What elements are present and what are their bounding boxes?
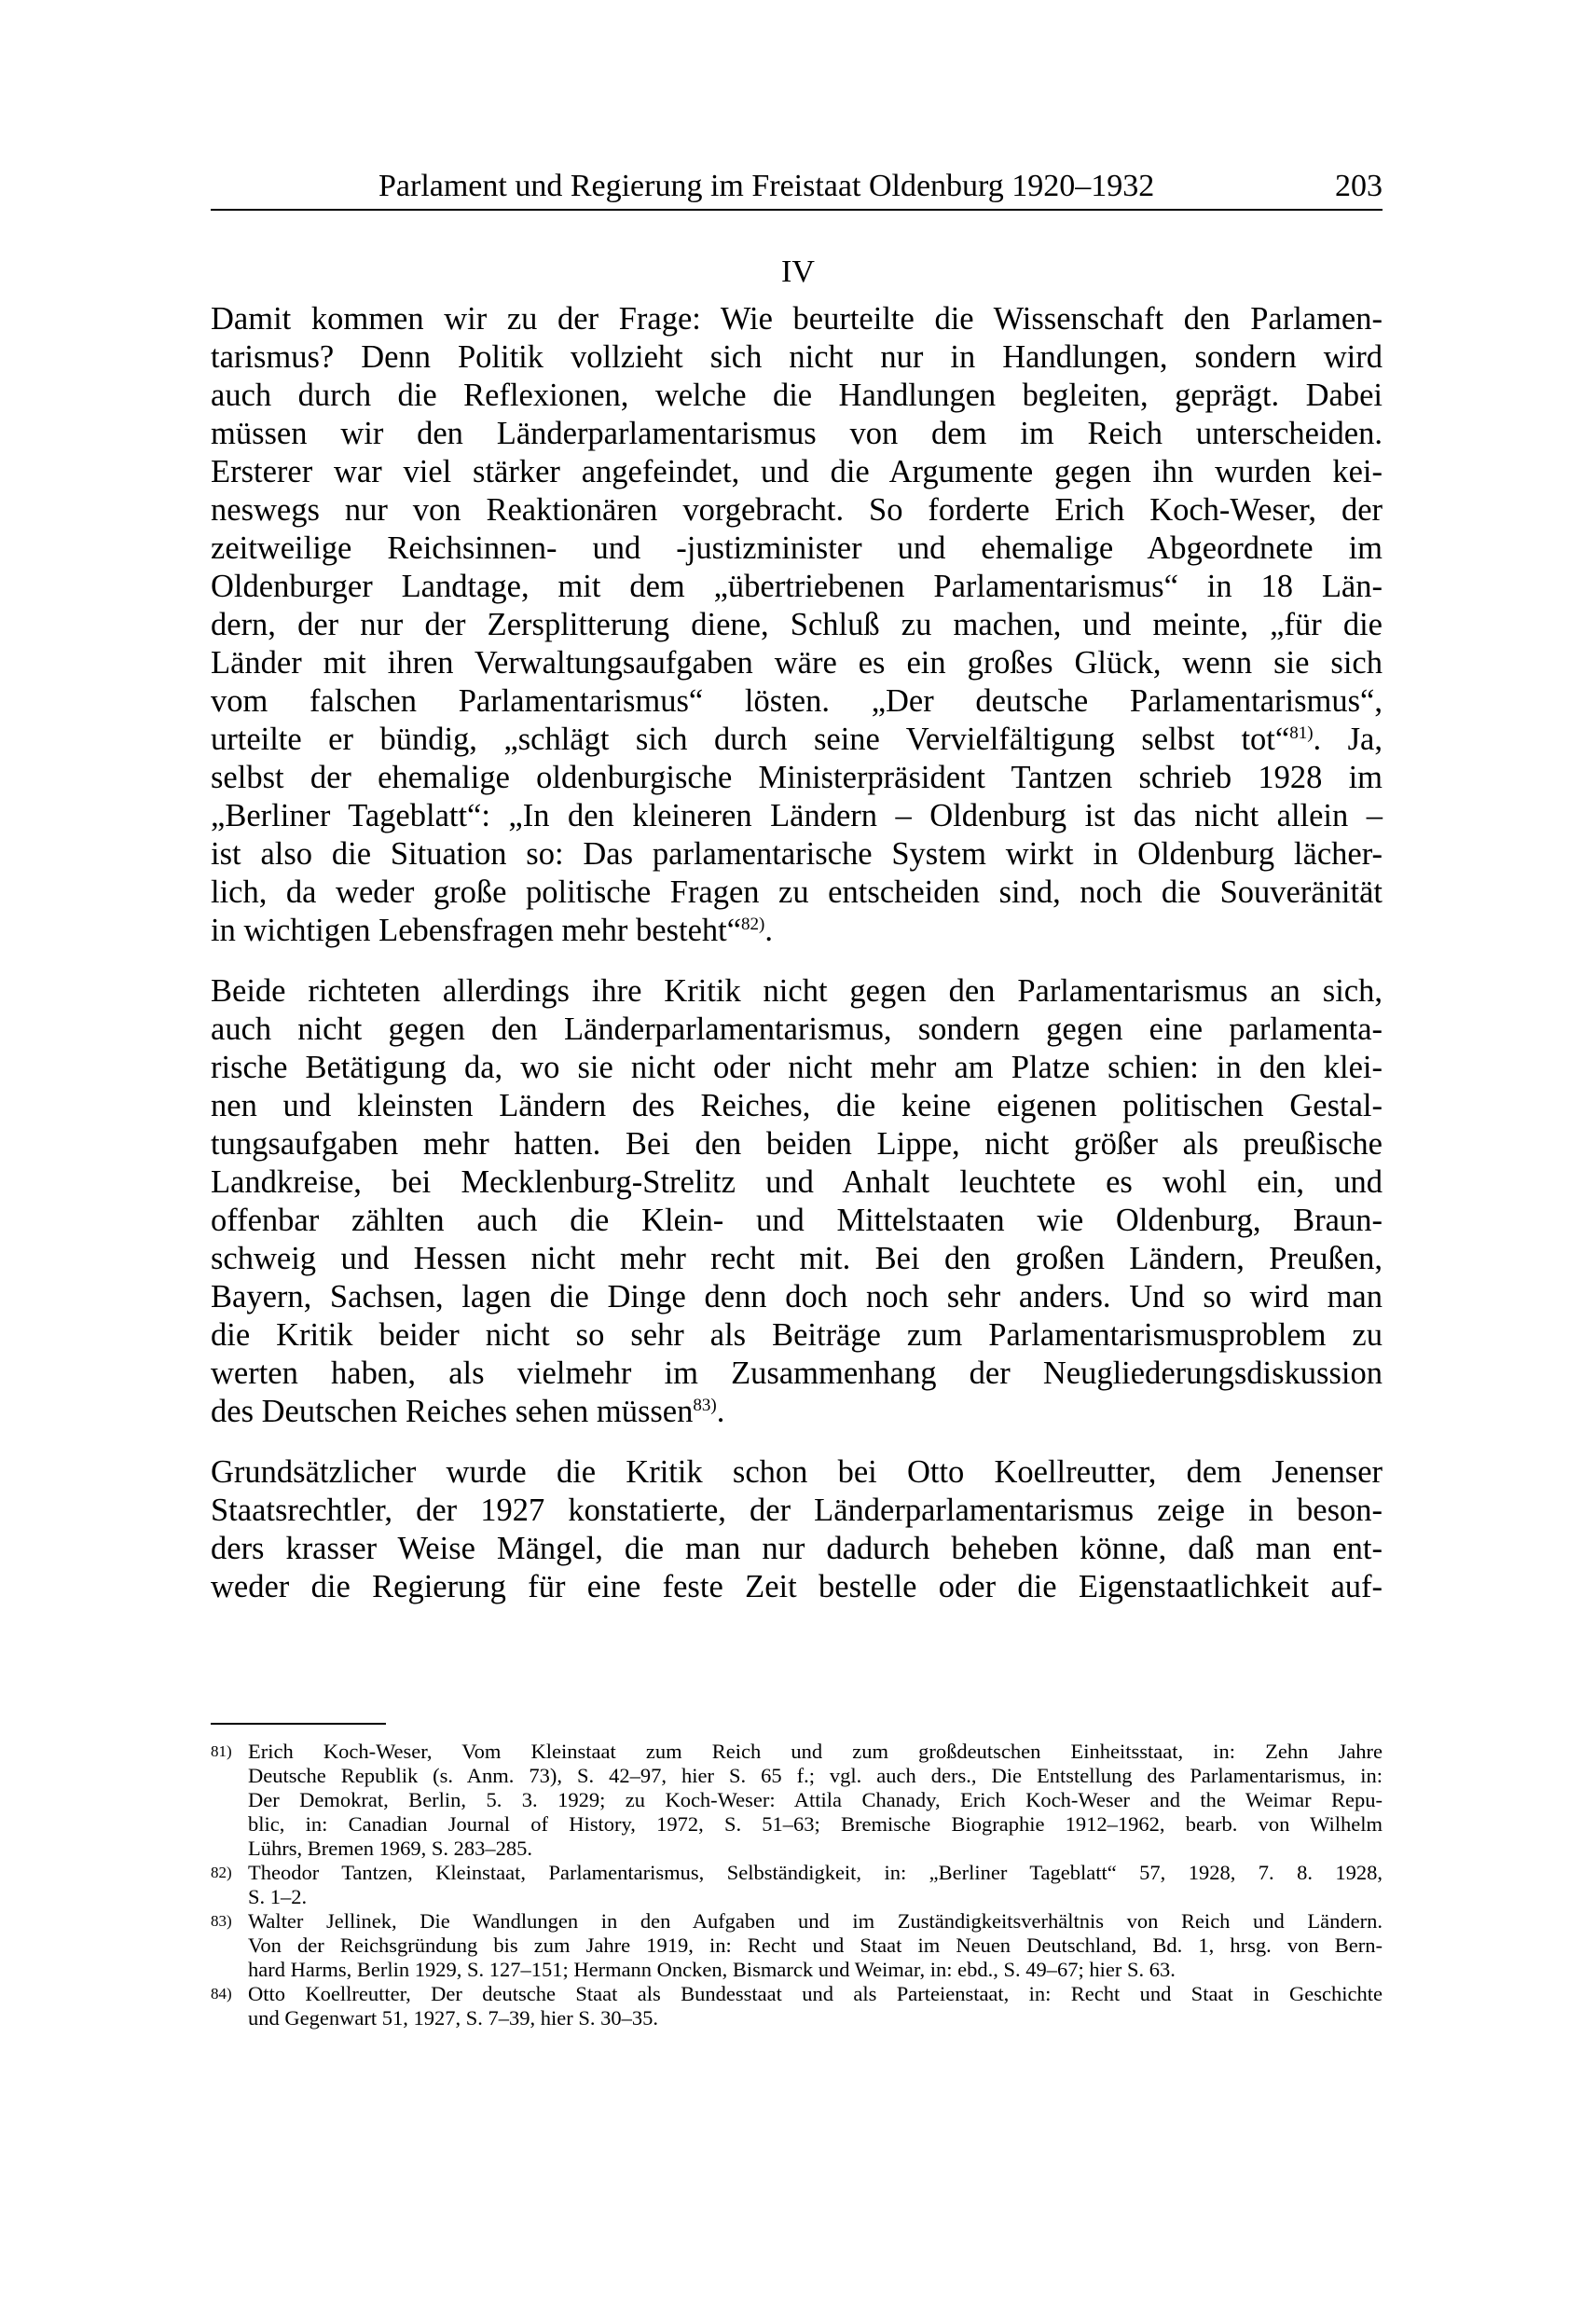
footnote-line: S. 1–2. (248, 1885, 308, 1908)
running-head (211, 168, 1383, 211)
running-head-title: Parlament und Regierung im Freistaat Oldenburg 1920–1932 (378, 169, 1155, 203)
footnote-reference: 81) (1289, 723, 1314, 743)
text-line: werten haben, als vielmehr im Zusammenhang der Neugliederungsdiskussion (211, 1356, 1383, 1391)
section-heading: IV (781, 255, 815, 289)
text-line: die Kritik beider nicht so sehr als Beiträge zum Parlamentarismusproblem zu (211, 1317, 1383, 1353)
text-line: Beide richteten allerdings ihre Kritik nicht gegen den Parlamentarismus an sich, (211, 973, 1383, 1009)
footnote-line: Erich Koch-Weser, Vom Kleinstaat zum Reich und zum großdeutschen Einheitsstaat, in: Zehn Jahre (248, 1740, 1383, 1763)
paragraph (211, 300, 1383, 950)
footnote-line: Lührs, Bremen 1969, S. 283–285. (248, 1837, 532, 1860)
text-line: urteilte er bündig, „schlägt sich durch seine Vervielfältigung selbst tot“$^{81)}$. Ja, (211, 722, 1383, 757)
footnote-reference: 83) (693, 1396, 717, 1415)
footnote-reference: 82) (741, 915, 765, 934)
text-line: weder die Regierung für eine feste Zeit bestelle oder die Eigenstaatlichkeit auf- (211, 1569, 1383, 1604)
text-line: Oldenburger Landtage, mit dem „übertriebenen Parlamentarismus“ in 18 Län- (211, 569, 1383, 604)
text-line: auch durch die Reflexionen, welche die Handlungen begleiten, geprägt. Dabei (211, 378, 1383, 413)
paragraph (211, 1453, 1383, 1606)
footnote-line: Von der Reichsgründung bis zum Jahre 1919, in: Recht und Staat im Neuen Deutschland, Bd. 1, hrsg. von Bern- (248, 1934, 1383, 1957)
footnote-84 (211, 1982, 1383, 2030)
footnote-82 (211, 1861, 1383, 1909)
text-line: Bayern, Sachsen, lagen die Dinge denn doch noch sehr anders. Und so wird man (211, 1279, 1383, 1314)
footnote-line: Deutsche Republik (s. Anm. 73), S. 42–97, hier S. 65 f.; vgl. auch ders., Die Entstellung des Parlamentarismus, in: (248, 1764, 1383, 1787)
footnote-number: 83) (211, 1912, 232, 1930)
footnote-line: hard Harms, Berlin 1929, S. 127–151; Hermann Oncken, Bismarck und Weimar, in: ebd., S. 49–67; hier S. 63. (248, 1958, 1176, 1981)
footnote-line: und Gegenwart 51, 1927, S. 7–39, hier S. 30–35. (248, 2006, 658, 2030)
text-line: nen und kleinsten Ländern des Reiches, die keine eigenen politischen Gestal- (211, 1088, 1383, 1123)
text-line: vom falschen Parlamentarismus“ lösten. „Der deutsche Parlamentarismus“, (211, 683, 1383, 719)
body-text (211, 300, 1383, 1606)
text-line: zeitweilige Reichsinnen- und -justizminister und ehemalige Abgeordnete im (211, 530, 1383, 566)
footnote-line: Der Demokrat, Berlin, 5. 3. 1929; zu Koch-Weser: Attila Chanady, Erich Koch-Weser and the Weimar Repu- (248, 1788, 1383, 1811)
footnote-separator (211, 1723, 386, 1725)
text-line: neswegs nur von Reaktionären vorgebracht. So forderte Erich Koch-Weser, der (211, 492, 1383, 528)
text-line: Staatsrechtler, der 1927 konstatierte, der Länderparlamentarismus zeige in beson- (211, 1493, 1383, 1528)
text-line: schweig und Hessen nicht mehr recht mit. Bei den großen Ländern, Preußen, (211, 1241, 1383, 1276)
text-line: des Deutschen Reiches sehen müssen$^{83)}$. (211, 1394, 725, 1429)
footnote-line: Otto Koellreutter, Der deutsche Staat als Bundesstaat und als Parteienstaat, in: Recht und Staat in Geschichte (248, 1982, 1383, 2005)
text-line: ders krasser Weise Mängel, die man nur dadurch beheben könne, daß man ent- (211, 1531, 1383, 1566)
footnote-83 (211, 1909, 1383, 1982)
text-line: offenbar zählten auch die Klein- und Mittelstaaten wie Oldenburg, Braun- (211, 1203, 1383, 1238)
text-line: ist also die Situation so: Das parlamentarische System wirkt in Oldenburg lächer- (211, 836, 1383, 872)
footnote-line: Walter Jellinek, Die Wandlungen in den Aufgaben und im Zuständigkeitsverhältnis von Reich und Ländern. (248, 1909, 1383, 1933)
paragraph (211, 972, 1383, 1431)
text-line: tungsaufgaben mehr hatten. Bei den beiden Lippe, nicht größer als preußische (211, 1126, 1383, 1162)
text-line: rische Betätigung da, wo sie nicht oder nicht mehr am Platze schien: in den klei- (211, 1050, 1383, 1085)
footnote-81 (211, 1740, 1383, 1861)
footnotes (211, 1740, 1383, 2030)
text-line: Landkreise, bei Mecklenburg-Strelitz und Anhalt leuchtete es wohl ein, und (211, 1164, 1383, 1200)
text-line: in wichtigen Lebensfragen mehr besteht“$^{82)}$. (211, 913, 773, 948)
footnote-number: 84) (211, 1985, 232, 2002)
text-line: tarismus? Denn Politik vollzieht sich nicht nur in Handlungen, sondern wird (211, 339, 1383, 375)
page-number: 203 (1335, 169, 1383, 203)
text-line: müssen wir den Länderparlamentarismus von dem im Reich unterscheiden. (211, 416, 1383, 451)
footnote-number: 81) (211, 1742, 232, 1760)
text-line: auch nicht gegen den Länderparlamentarismus, sondern gegen eine parlamenta- (211, 1012, 1383, 1047)
text-line: Ersterer war viel stärker angefeindet, und die Argumente gegen ihn wurden kei- (211, 454, 1383, 489)
text-line: lich, da weder große politische Fragen zu entscheiden sind, noch die Souveränität (211, 874, 1383, 910)
text-line: Grundsätzlicher wurde die Kritik schon bei Otto Koellreutter, dem Jenenser (211, 1454, 1383, 1490)
footnote-number: 82) (211, 1864, 232, 1881)
footnote-line: Theodor Tantzen, Kleinstaat, Parlamentarismus, Selbständigkeit, in: „Berliner Tageblatt“ 57, 1928, 7. 8. 1928, (248, 1861, 1383, 1884)
footnote-line: blic, in: Canadian Journal of History, 1972, S. 51–63; Bremische Biographie 1912–1962, bearb. von Wilhelm (248, 1812, 1383, 1836)
text-line: Länder mit ihren Verwaltungsaufgaben wäre es ein großes Glück, wenn sie sich (211, 645, 1383, 681)
text-line: Damit kommen wir zu der Frage: Wie beurteilte die Wissenschaft den Parlamen- (211, 301, 1383, 337)
text-line: selbst der ehemalige oldenburgische Ministerpräsident Tantzen schrieb 1928 im (211, 760, 1383, 795)
text-line: „Berliner Tageblatt“: „In den kleineren Ländern – Oldenburg ist das nicht allein – (211, 798, 1383, 833)
text-line: dern, der nur der Zersplitterung diene, Schluß zu machen, und meinte, „für die (211, 607, 1383, 642)
